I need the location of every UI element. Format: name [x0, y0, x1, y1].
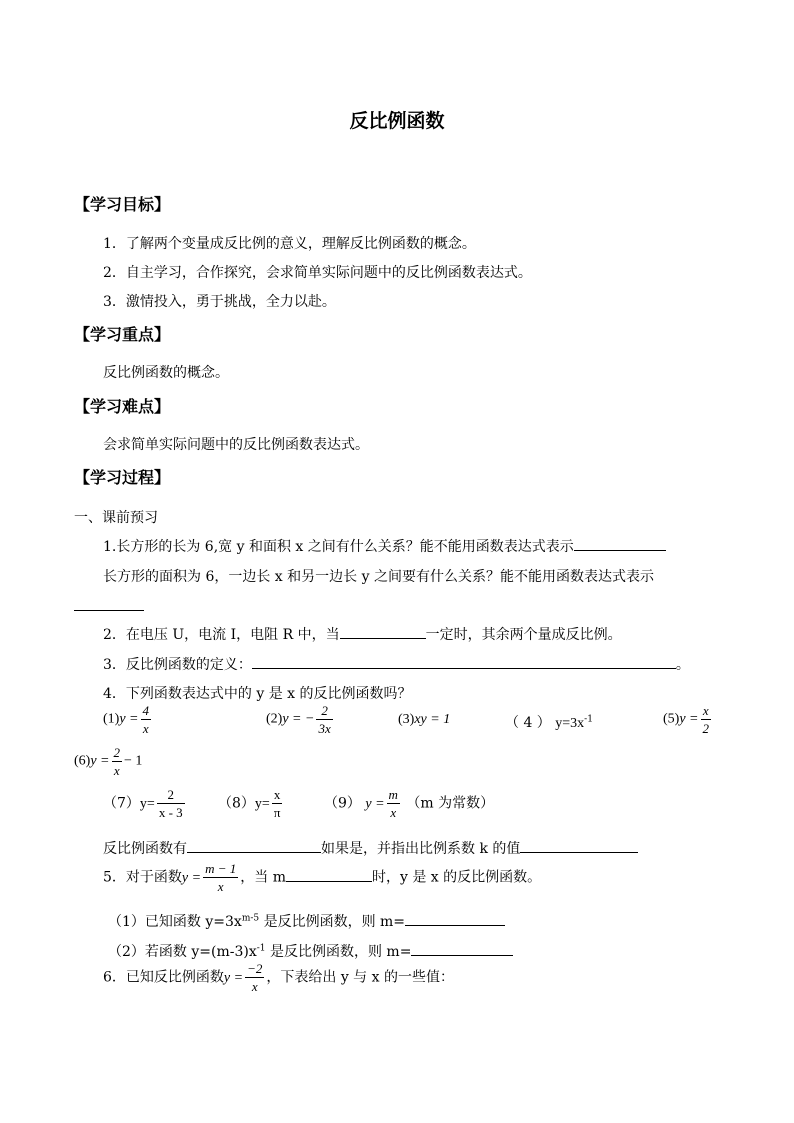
- formula-part: （2）若函数 y=(m-3)x: [108, 944, 257, 960]
- page-title: 反比例函数: [349, 110, 445, 132]
- formula-part: xy = 1: [414, 712, 451, 727]
- formula-part: y=: [254, 796, 270, 812]
- formula-part: x: [245, 977, 264, 993]
- formula-part: −2: [247, 961, 263, 976]
- question-text: 3．反比例函数的定义：: [103, 657, 252, 673]
- formula-part: y = −: [282, 711, 315, 727]
- formula-part: 时，y 是 x 的反比例函数。: [372, 869, 542, 886]
- focus-text: 反比例函数的概念。: [103, 365, 229, 381]
- answer-blank[interactable]: [187, 838, 321, 853]
- formula-9: [324, 788, 494, 819]
- formula-part: (6): [74, 753, 91, 769]
- question-3: [103, 654, 690, 674]
- formula-part: 5．对于函数: [103, 869, 182, 886]
- question-text: 一定时，其余两个量成反比例。: [425, 627, 622, 643]
- difficulty-heading: 【学习难点】: [74, 397, 171, 416]
- formula-part: -1: [584, 714, 593, 725]
- formula-5: [663, 704, 713, 735]
- formula-part: (3): [398, 712, 415, 727]
- difficulty-text: 会求简单实际问题中的反比例函数表达式。: [103, 437, 369, 453]
- answer-blank[interactable]: [286, 867, 372, 882]
- formula-part: 6．已知反比例函数: [103, 969, 224, 986]
- question-1-blank-row: [74, 596, 144, 615]
- answer-blank[interactable]: [520, 838, 638, 853]
- formula-part: （9）: [324, 795, 361, 812]
- formula-part: 2: [321, 703, 328, 718]
- formula-part: x: [387, 803, 400, 819]
- formula-part: 3x: [318, 721, 331, 736]
- question-text: 2．在电压 U，电流 I，电阻 R 中，当: [103, 627, 340, 643]
- formula-part: y=: [139, 796, 155, 812]
- formula-part: x: [141, 719, 152, 735]
- formula-part: 是反比例函数，则 m=: [265, 944, 412, 960]
- formula-part: 2: [167, 787, 174, 802]
- answer-blank[interactable]: [411, 941, 513, 956]
- formula-part: （ 4 ）: [505, 715, 551, 731]
- process-heading: 【学习过程】: [74, 468, 171, 487]
- preview-heading: 一、课前预习: [74, 510, 158, 526]
- formula-part: (5): [663, 711, 680, 727]
- formula-part: 4: [142, 703, 149, 718]
- formula-part: x: [702, 703, 709, 718]
- formula-part: x: [203, 877, 238, 893]
- question-5-part-1: [108, 911, 505, 931]
- goal-item: 2．自主学习，合作探究，会求简单实际问题中的反比例函数表达式。: [103, 265, 532, 281]
- formula-part: − 1: [124, 753, 143, 769]
- formula-part: x: [112, 761, 123, 777]
- formula-6: [74, 746, 142, 777]
- question-1-line-2: 长方形的面积为 6，一边长 x 和另一边长 y 之间要有什么关系？能不能用函数表达式表示: [103, 569, 654, 585]
- formula-part: m: [388, 787, 398, 802]
- formula-part: y =: [181, 870, 202, 886]
- formula-part: （7）: [103, 795, 140, 812]
- formula-part: y =: [365, 796, 385, 812]
- goals-heading: 【学习目标】: [74, 195, 171, 214]
- formula-part: （m 为常数）: [406, 795, 495, 812]
- formula-part: x - 3: [158, 805, 183, 820]
- formula-8: [218, 788, 284, 819]
- formula-part: y =: [679, 711, 699, 727]
- formula-part: (2): [266, 711, 283, 727]
- question-text: 。: [675, 657, 690, 673]
- formula-part: 如果是，并指出比例系数 k 的值: [321, 841, 521, 857]
- formula-part: 反比例函数有: [103, 841, 187, 857]
- formula-4: [505, 712, 593, 732]
- formula-2: [266, 704, 335, 735]
- formula-7: [103, 788, 187, 819]
- formula-part: ，当 m: [240, 869, 286, 886]
- formula-part: -1: [256, 943, 266, 954]
- question-1-line-1: [103, 536, 666, 556]
- question-6: [103, 962, 454, 993]
- question-text: 1.长方形的长为 6,宽 y 和面积 x 之间有什么关系？能不能用函数表达式表示: [103, 539, 574, 555]
- question-5: [103, 862, 541, 893]
- formula-part: （1）已知函数 y=3x: [108, 914, 242, 930]
- formula-part: 2: [702, 721, 709, 736]
- formula-part: y =: [223, 970, 244, 986]
- formula-part: 是反比例函数，则 m=: [259, 914, 406, 930]
- formula-3: [398, 712, 450, 728]
- formula-part: （8）: [218, 795, 255, 812]
- formula-part: m-5: [241, 913, 260, 924]
- question-5-part-2: [108, 941, 513, 961]
- formula-part: y =: [119, 711, 139, 727]
- formula-part: ，下表给出 y 与 x 的一些值：: [266, 969, 454, 986]
- question-4: 4．下列函数表达式中的 y 是 x 的反比例函数吗？: [103, 686, 412, 702]
- answer-blank[interactable]: [574, 536, 666, 551]
- focus-heading: 【学习重点】: [74, 325, 171, 344]
- goal-item: 3．激情投入，勇于挑战，全力以赴。: [103, 294, 336, 310]
- question-4-answer: [103, 838, 638, 858]
- goal-item: 1．了解两个变量成反比例的意义，理解反比例函数的概念。: [103, 236, 476, 252]
- formula-1: [103, 704, 153, 735]
- answer-blank[interactable]: [405, 911, 505, 926]
- formula-part: π: [273, 805, 281, 820]
- answer-blank[interactable]: [74, 596, 144, 611]
- formula-part: (1): [103, 711, 120, 727]
- question-2: [103, 624, 622, 644]
- formula-part: 2: [113, 745, 120, 760]
- formula-part: y=3x: [555, 716, 585, 731]
- formula-part: x: [273, 787, 281, 802]
- answer-blank[interactable]: [252, 654, 676, 669]
- answer-blank[interactable]: [340, 624, 426, 639]
- formula-part: y =: [90, 753, 110, 769]
- formula-part: m − 1: [205, 861, 237, 876]
